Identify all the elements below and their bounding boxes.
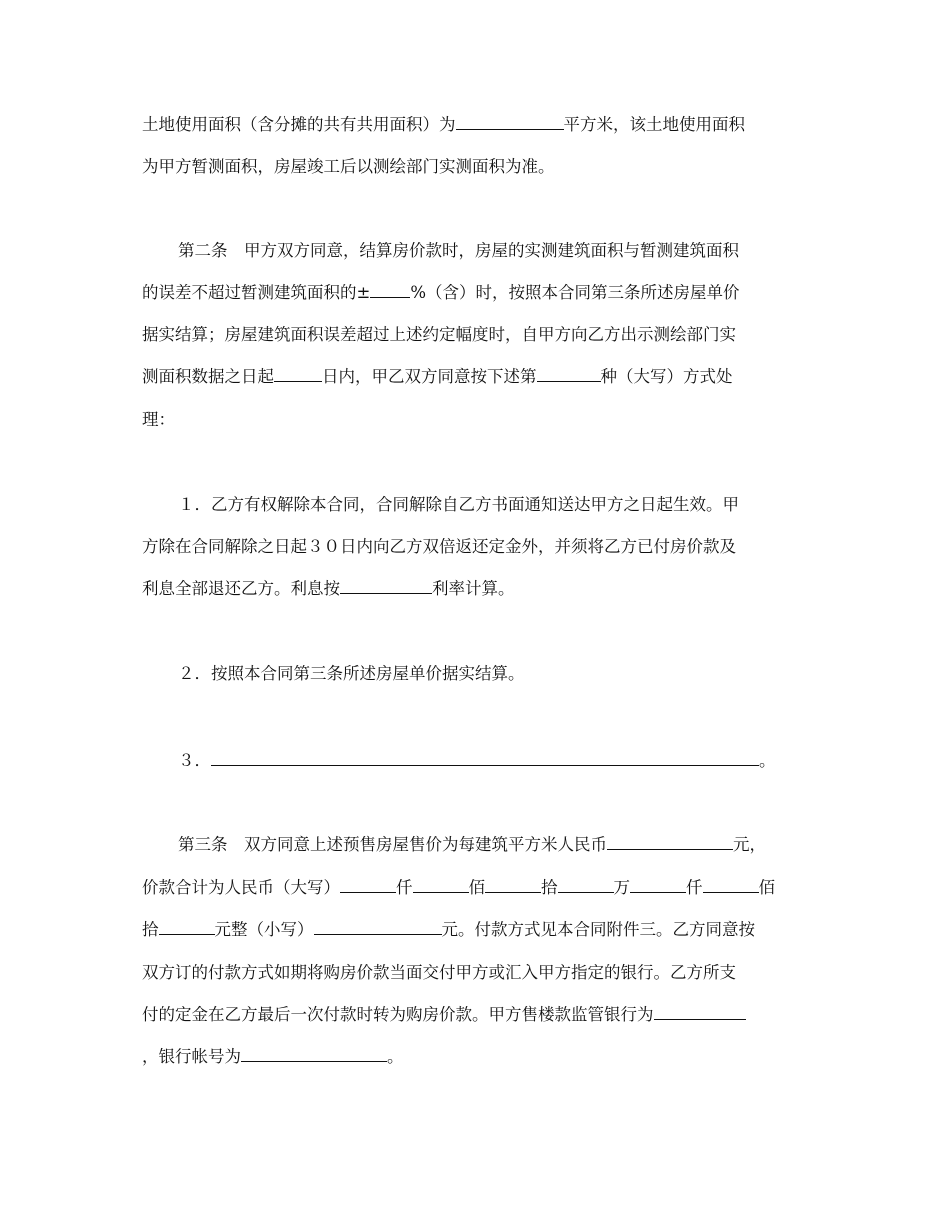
- blank-amount-wan[interactable]: [558, 877, 614, 893]
- article-3-heading-line: [178, 832, 818, 858]
- blank-supervising-bank[interactable]: [654, 1004, 746, 1020]
- text-segment: 万: [613, 878, 630, 897]
- blank-land-area[interactable]: [456, 114, 564, 130]
- article-3-line-2: [142, 875, 822, 901]
- text-segment: 日内，甲乙双方同意按下述第: [322, 367, 537, 386]
- text-segment: 土地使用面积（含分摊的共有共用面积）为: [142, 115, 456, 134]
- text-segment: 元，: [733, 835, 766, 854]
- blank-amount-qian-wan[interactable]: [340, 877, 396, 893]
- blank-amount-bai[interactable]: [703, 877, 759, 893]
- text-segment: 第三条 双方同意上述预售房屋售价为每建筑平方米人民币: [178, 835, 607, 854]
- blank-days[interactable]: [274, 366, 322, 382]
- text-segment: 佰: [758, 878, 775, 897]
- blank-bank-account[interactable]: [241, 1046, 387, 1062]
- blank-amount-numeric[interactable]: [314, 919, 442, 935]
- option-1-line-2: 方除在合同解除之日起３０日内向乙方双倍返还定金外，并须将乙方已付房价款及: [142, 537, 736, 556]
- text-segment: %（含）时，按照本合同第三条所述房屋单价: [410, 283, 740, 302]
- text-segment: ，银行帐号为: [142, 1047, 241, 1066]
- article-2-line-2: [142, 280, 822, 306]
- blank-option-3[interactable]: [211, 750, 759, 766]
- text-segment: 平方米，该土地使用面积: [563, 115, 745, 134]
- text-segment: 种（大写）方式处: [600, 367, 733, 386]
- article-3-line-5: [142, 1002, 822, 1028]
- article-3-line-4: 双方订的付款方式如期将购房价款当面交付甲方或汇入甲方指定的银行。乙方所支: [142, 963, 736, 982]
- article-3-line-6: [142, 1044, 822, 1070]
- text-segment: 元。付款方式见本合同附件三。乙方同意按: [441, 920, 755, 939]
- article-3-line-3: [142, 917, 822, 943]
- blank-amount-bai-wan[interactable]: [413, 877, 469, 893]
- text-segment: 。: [759, 751, 776, 770]
- text-segment: 价款合计为人民币（大写）: [142, 878, 340, 897]
- text-segment: 佰: [468, 878, 485, 897]
- blank-option-number[interactable]: [537, 366, 601, 382]
- text-segment: 的误差不超过暂测建筑面积的±: [142, 283, 371, 302]
- text-segment: 测面积数据之日起: [142, 367, 274, 386]
- text-segment: 利率计算。: [432, 579, 515, 598]
- article-2-heading-line: 第二条 甲方双方同意，结算房价款时，房屋的实测建筑面积与暂测建筑面积: [178, 241, 739, 260]
- land-area-line-1: [142, 112, 822, 138]
- blank-amount-qian[interactable]: [630, 877, 686, 893]
- article-2-line-5: 理：: [142, 410, 175, 429]
- blank-unit-price[interactable]: [607, 834, 733, 850]
- article-2-line-3: 据实结算；房屋建筑面积误差超过上述约定幅度时，自甲方向乙方出示测绘部门实: [142, 325, 736, 344]
- blank-interest-rate[interactable]: [340, 578, 432, 594]
- text-segment: 拾: [142, 920, 159, 939]
- option-2-line: ２．按照本合同第三条所述房屋单价据实结算。: [178, 664, 525, 683]
- text-segment: 元整（小写）: [214, 920, 314, 939]
- text-segment: 拾: [541, 878, 558, 897]
- option-1-line-3: [142, 576, 822, 602]
- blank-amount-shi[interactable]: [159, 919, 215, 935]
- article-2-line-4: [142, 364, 822, 390]
- text-segment: 利息全部退还乙方。利息按: [142, 579, 340, 598]
- blank-error-percent[interactable]: [370, 282, 410, 298]
- text-segment: ３．: [178, 751, 211, 770]
- text-segment: 。: [387, 1047, 404, 1066]
- option-1-line-1: １．乙方有权解除本合同，合同解除自乙方书面通知送达甲方之日起生效。甲: [178, 495, 739, 514]
- land-area-line-2: 为甲方暂测面积，房屋竣工后以测绘部门实测面积为准。: [142, 157, 555, 176]
- text-segment: 仟: [686, 878, 703, 897]
- text-segment: 仟: [396, 878, 413, 897]
- text-segment: 付的定金在乙方最后一次付款时转为购房价款。甲方售楼款监管银行为: [142, 1005, 654, 1024]
- blank-amount-shi-wan[interactable]: [485, 877, 541, 893]
- option-3-line: [178, 748, 818, 774]
